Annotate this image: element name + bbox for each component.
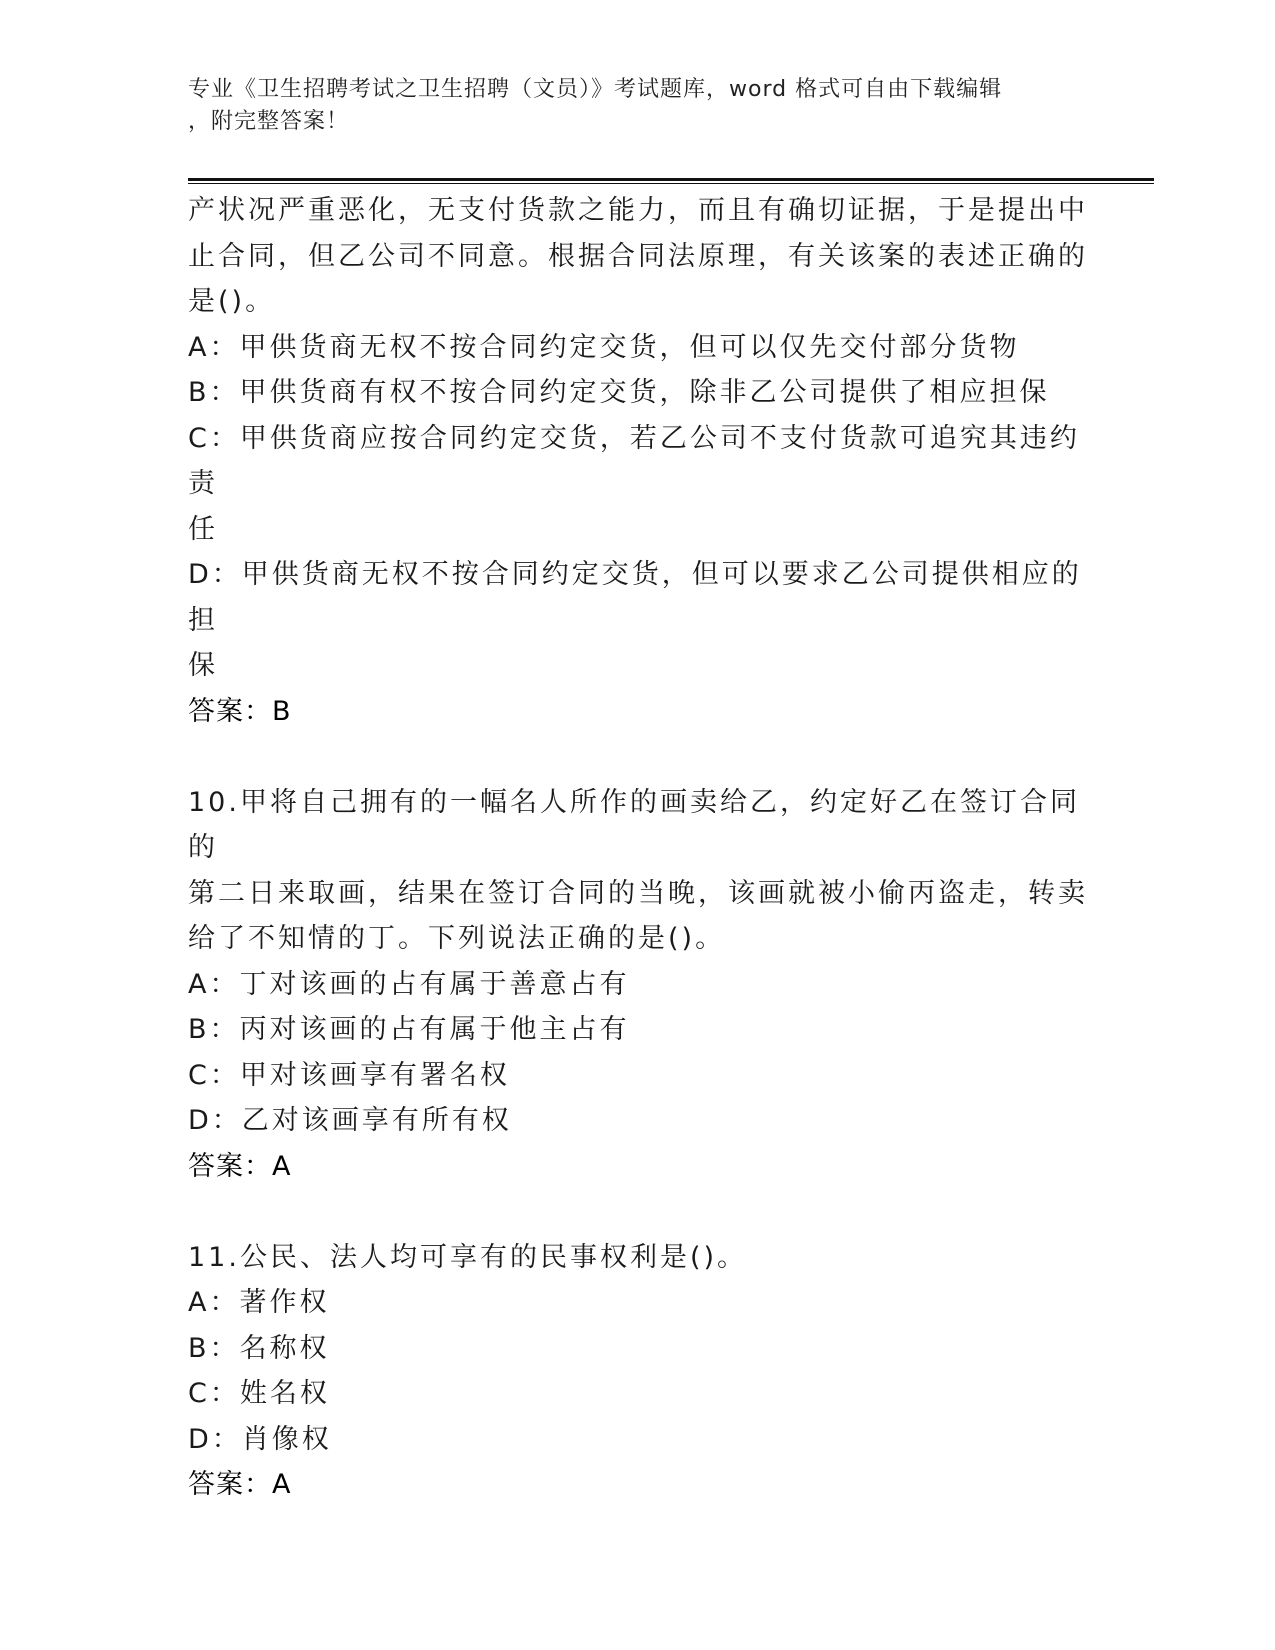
answer-label: 答案：A — [188, 1150, 292, 1182]
spacer — [188, 734, 1088, 780]
question-9 — [188, 188, 1088, 734]
question-text-line: 是()。 — [188, 286, 276, 317]
document-body — [188, 188, 1088, 1508]
answer-label: 答案：B — [188, 695, 292, 727]
header-rule-thick — [188, 178, 1154, 181]
question-text-line: 第二日来取画，结果在签订合同的当晚，该画就被小偷丙盗走，转卖 — [188, 877, 1088, 909]
option-c: C：甲供货商应按合同约定交货，若乙公司不支付货款可追究其违约责 — [188, 422, 1080, 499]
option-c: C：姓名权 — [188, 1378, 330, 1409]
answer-label: 答案：A — [188, 1469, 292, 1500]
option-b: B：甲供货商有权不按合同约定交货，除非乙公司提供了相应担保 — [188, 377, 1050, 408]
header-line-2: ，附完整答案！ — [188, 109, 350, 134]
page-header — [188, 74, 1088, 138]
question-11 — [188, 1235, 1088, 1508]
question-text-line: 11.公民、法人均可享有的民事权利是()。 — [188, 1241, 748, 1273]
header-rule-thin — [188, 183, 1154, 184]
option-c-continued: 任 — [188, 513, 218, 545]
option-b: B：名称权 — [188, 1332, 330, 1364]
option-d-continued: 保 — [188, 650, 218, 681]
question-text-line: 给了不知情的丁。下列说法正确的是()。 — [188, 923, 726, 954]
header-line-1: 专业《卫生招聘考试之卫生招聘（文员）》考试题库，word 格式可自由下载编辑 — [188, 77, 1003, 102]
spacer — [188, 1189, 1088, 1235]
option-a: A：丁对该画的占有属于善意占有 — [188, 968, 630, 1000]
question-text-line: 止合同，但乙公司不同意。根据合同法原理，有关该案的表述正确的 — [188, 240, 1088, 272]
question-text-line: 产状况严重恶化，无支付货款之能力，而且有确切证据，于是提出中 — [188, 195, 1088, 226]
question-10 — [188, 780, 1088, 1190]
option-a: A：甲供货商无权不按合同约定交货，但可以仅先交付部分货物 — [188, 331, 1020, 363]
option-c: C：甲对该画享有署名权 — [188, 1059, 510, 1091]
option-d: D：肖像权 — [188, 1423, 332, 1455]
option-a: A：著作权 — [188, 1287, 330, 1318]
question-text-line: 10.甲将自己拥有的一幅名人所作的画卖给乙，约定好乙在签订合同的 — [188, 786, 1080, 863]
option-d: D：甲供货商无权不按合同约定交货，但可以要求乙公司提供相应的担 — [188, 559, 1082, 636]
option-b: B：丙对该画的占有属于他主占有 — [188, 1014, 630, 1045]
option-d: D：乙对该画享有所有权 — [188, 1105, 512, 1136]
